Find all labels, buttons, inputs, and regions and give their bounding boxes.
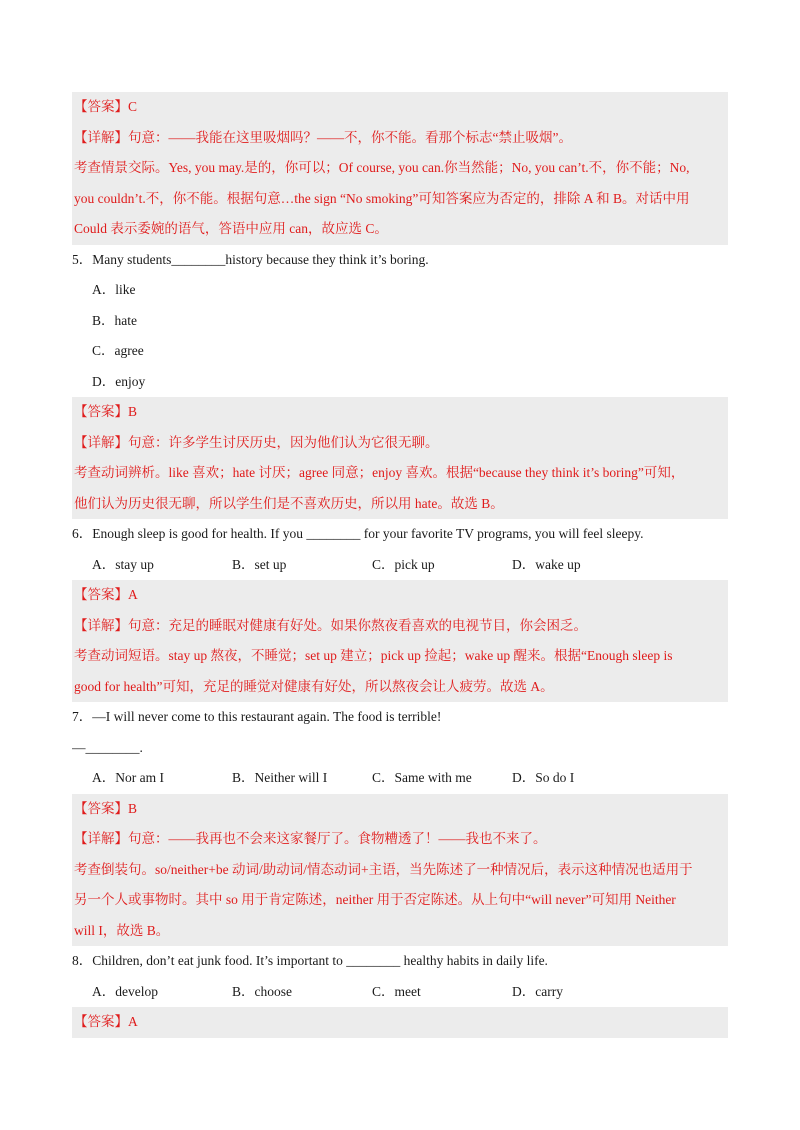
option-a: A．stay up (92, 556, 154, 572)
option-a: A．like (92, 282, 136, 297)
option-d: D．carry (512, 983, 563, 999)
option-d: D．wake up (512, 556, 581, 572)
answer-label: 【答案】B (74, 800, 138, 816)
detail-line: you couldn’t.不，你不能。根据句意…the sign “No smoking”可知答案应为否定的，排除 A 和 B。对话中用 (74, 190, 690, 206)
option-d: D．So do I (512, 770, 575, 785)
options-row (72, 977, 728, 1008)
detail-line: 【详解】句意：充足的睡眠对健康有好处。如果你熬夜看喜欢的电视节目，你会困乏。 (74, 617, 587, 633)
question-stem: 6．Enough sleep is good for health. If you ________ for your favorite TV programs, you will feel sleepy. (72, 526, 644, 541)
answer-block-5 (72, 397, 728, 519)
option-c: C．meet (372, 983, 421, 999)
answer-label: 【答案】B (74, 404, 138, 419)
question-stem: 5．Many students________history because they think it’s boring. (72, 251, 429, 267)
options-row (72, 550, 728, 581)
option-a: A．develop (92, 983, 158, 999)
option-b: B．Neither will I (232, 770, 328, 785)
option-b: B．set up (232, 556, 287, 572)
answer-block-6 (72, 580, 728, 702)
detail-line: good for health”可知，充足的睡觉对健康有好处，所以熬夜会让人疲劳。故选 A。 (74, 678, 554, 694)
detail-line: will I，故选 B。 (74, 922, 170, 938)
option-b: B．choose (232, 983, 292, 999)
question-7 (72, 702, 728, 794)
answer-label: 【答案】A (74, 587, 138, 602)
detail-line: 考查情景交际。Yes, you may.是的，你可以；Of course, you can.你当然能；No, you can’t.不，你不能；No, (74, 160, 690, 175)
answer-block-7 (72, 794, 728, 947)
question-6 (72, 519, 728, 580)
option-c: C．agree (92, 343, 144, 358)
detail-line: 【详解】句意：——我能在这里吸烟吗？——不，你不能。看那个标志“禁止吸烟”。 (74, 129, 572, 145)
question-stem-response: —________. (72, 739, 143, 755)
question-8 (72, 946, 728, 1007)
detail-line: Could 表示委婉的语气，答语中应用 can，故应选 C。 (74, 221, 388, 236)
option-c: C．pick up (372, 556, 435, 572)
option-d: D．enjoy (92, 373, 146, 389)
question-5 (72, 245, 728, 398)
answer-label: 【答案】A (74, 1014, 138, 1029)
answer-block-4 (72, 92, 728, 245)
options-row (72, 763, 728, 794)
option-c: C．Same with me (372, 770, 472, 785)
detail-line: 另一个人或事物时。其中 so 用于肯定陈述，neither 用于否定陈述。从上句中“will never”可知用 Neither (74, 892, 676, 907)
answer-block-8 (72, 1007, 728, 1038)
detail-line: 考查动词辨析。like 喜欢；hate 讨厌；agree 同意；enjoy 喜欢。根据“because they think it’s boring”可知， (74, 465, 685, 480)
answer-label: 【答案】C (74, 99, 138, 114)
question-stem: 7．—I will never come to this restaurant again. The food is terrible! (72, 709, 442, 724)
detail-line: 他们认为历史很无聊，所以学生们是不喜欢历史，所以用 hate。故选 B。 (74, 495, 504, 511)
option-a: A．Nor am I (92, 770, 164, 785)
option-b: B．hate (92, 312, 137, 328)
detail-line: 【详解】句意：——我再也不会来这家餐厅了。食物糟透了！——我也不来了。 (74, 831, 547, 846)
detail-line: 考查动词短语。stay up 熬夜，不睡觉；set up 建立；pick up 捡起；wake up 醒来。根据“Enough sleep is (74, 648, 673, 663)
document-page (72, 92, 728, 1038)
detail-line: 【详解】句意：许多学生讨厌历史，因为他们认为它很无聊。 (74, 434, 439, 450)
question-stem: 8．Children, don’t eat junk food. It’s important to ________ healthy habits in daily life. (72, 953, 548, 968)
detail-line: 考查倒装句。so/neither+be 动词/助动词/情态动词+主语，当先陈述了一种情况后，表示这种情况也适用于 (74, 861, 693, 877)
